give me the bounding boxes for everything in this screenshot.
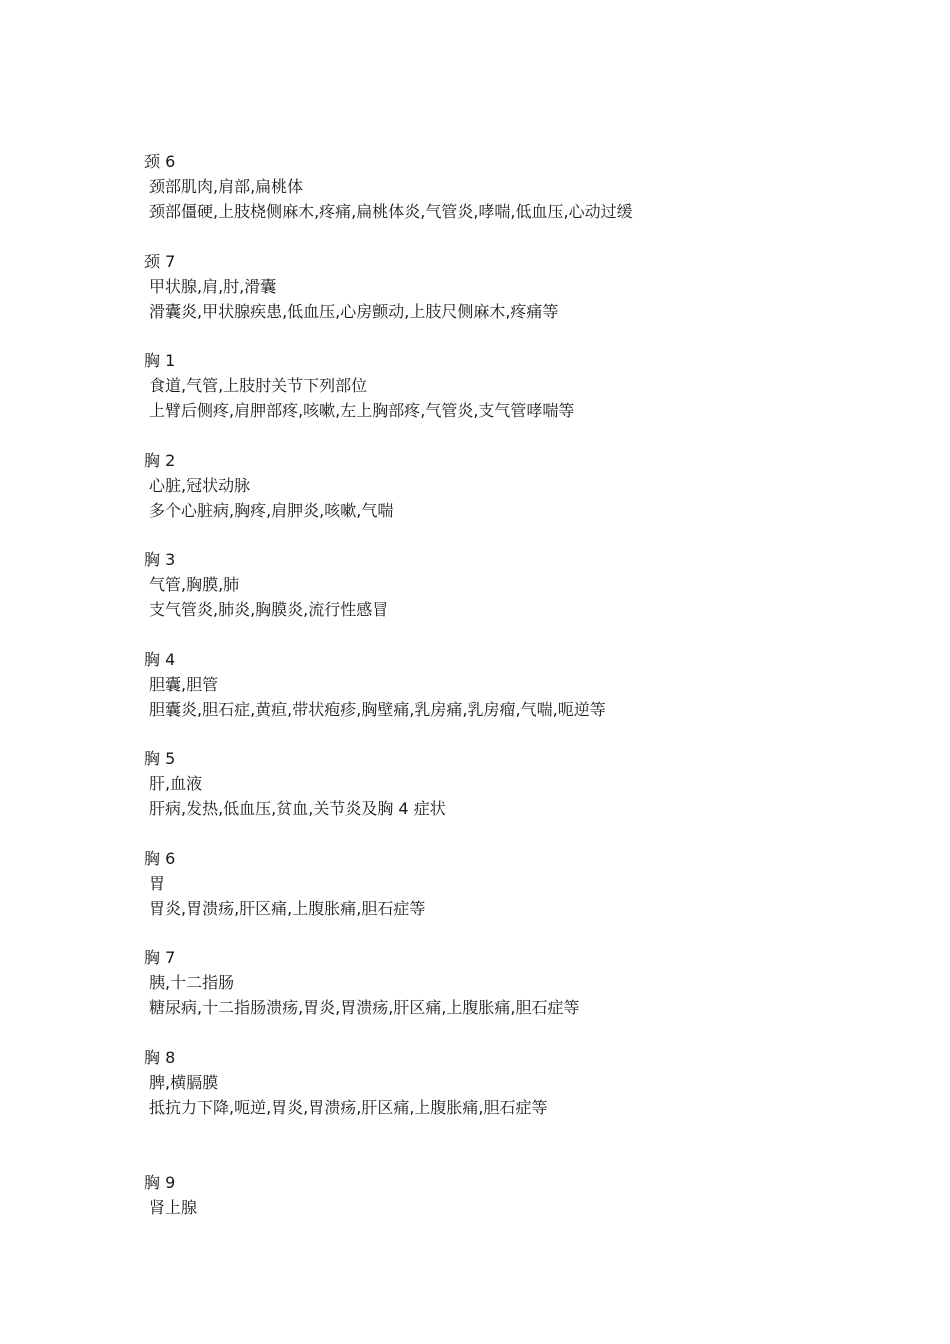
symptoms-text: 上臂后侧疼,肩胛部疼,咳嗽,左上胸部疼,气管炎,支气管哮喘等 xyxy=(149,401,575,420)
symptoms-text: 滑囊炎,甲状腺疾患,低血压,心房颤动,上肢尺侧麻木,疼痛等 xyxy=(149,302,559,321)
entry-t3 xyxy=(144,547,904,622)
entry-t6 xyxy=(144,846,904,921)
segment-label: 颈 6 xyxy=(144,152,176,171)
entry-t5 xyxy=(144,746,904,821)
symptoms-text: 胆囊炎,胆石症,黄疸,带状疱疹,胸壁痛,乳房痛,乳房瘤,气喘,呃逆等 xyxy=(149,700,606,719)
segment-label: 胸 7 xyxy=(144,948,176,967)
organs-text: 胰,十二指肠 xyxy=(149,973,235,992)
symptoms-text: 胃炎,胃溃疡,肝区痛,上腹胀痛,胆石症等 xyxy=(149,899,426,918)
segment-label: 胸 2 xyxy=(144,451,176,470)
symptoms-text: 糖尿病,十二指肠溃疡,胃炎,胃溃疡,肝区痛,上腹胀痛,胆石症等 xyxy=(149,998,580,1017)
organs-text: 颈部肌肉,肩部,扁桃体 xyxy=(149,177,304,196)
segment-label: 胸 3 xyxy=(144,550,176,569)
organs-text: 甲状腺,肩,肘,滑囊 xyxy=(149,277,277,296)
organs-text: 脾,横膈膜 xyxy=(149,1073,219,1092)
organs-text: 心脏,冠状动脉 xyxy=(149,476,251,495)
segment-label: 胸 1 xyxy=(144,351,176,370)
organs-text: 肾上腺 xyxy=(149,1198,198,1217)
segment-label: 胸 9 xyxy=(144,1173,176,1192)
segment-label: 胸 5 xyxy=(144,749,176,768)
entry-t7 xyxy=(144,945,904,1020)
organs-text: 胃 xyxy=(149,874,166,893)
entry-c6 xyxy=(144,149,904,224)
organs-text: 食道,气管,上肢肘关节下列部位 xyxy=(149,376,368,395)
organs-text: 胆囊,胆管 xyxy=(149,675,219,694)
entry-t8 xyxy=(144,1045,904,1120)
symptoms-text: 肝病,发热,低血压,贫血,关节炎及胸 4 症状 xyxy=(149,799,446,818)
segment-label: 胸 4 xyxy=(144,650,176,669)
entry-t9 xyxy=(144,1170,904,1220)
entry-t4 xyxy=(144,647,904,722)
segment-label: 颈 7 xyxy=(144,252,176,271)
symptoms-text: 多个心脏病,胸疼,肩胛炎,咳嗽,气喘 xyxy=(149,501,394,520)
organs-text: 肝,血液 xyxy=(149,774,203,793)
entry-t1 xyxy=(144,348,904,423)
entry-c7 xyxy=(144,249,904,324)
symptoms-text: 支气管炎,肺炎,胸膜炎,流行性感冒 xyxy=(149,600,389,619)
symptoms-text: 颈部僵硬,上肢桡侧麻木,疼痛,扁桃体炎,气管炎,哮喘,低血压,心动过缓 xyxy=(149,202,633,221)
symptoms-text: 抵抗力下降,呃逆,胃炎,胃溃疡,肝区痛,上腹胀痛,胆石症等 xyxy=(149,1098,548,1117)
organs-text: 气管,胸膜,肺 xyxy=(149,575,240,594)
segment-label: 胸 8 xyxy=(144,1048,176,1067)
entry-t2 xyxy=(144,448,904,523)
segment-label: 胸 6 xyxy=(144,849,176,868)
